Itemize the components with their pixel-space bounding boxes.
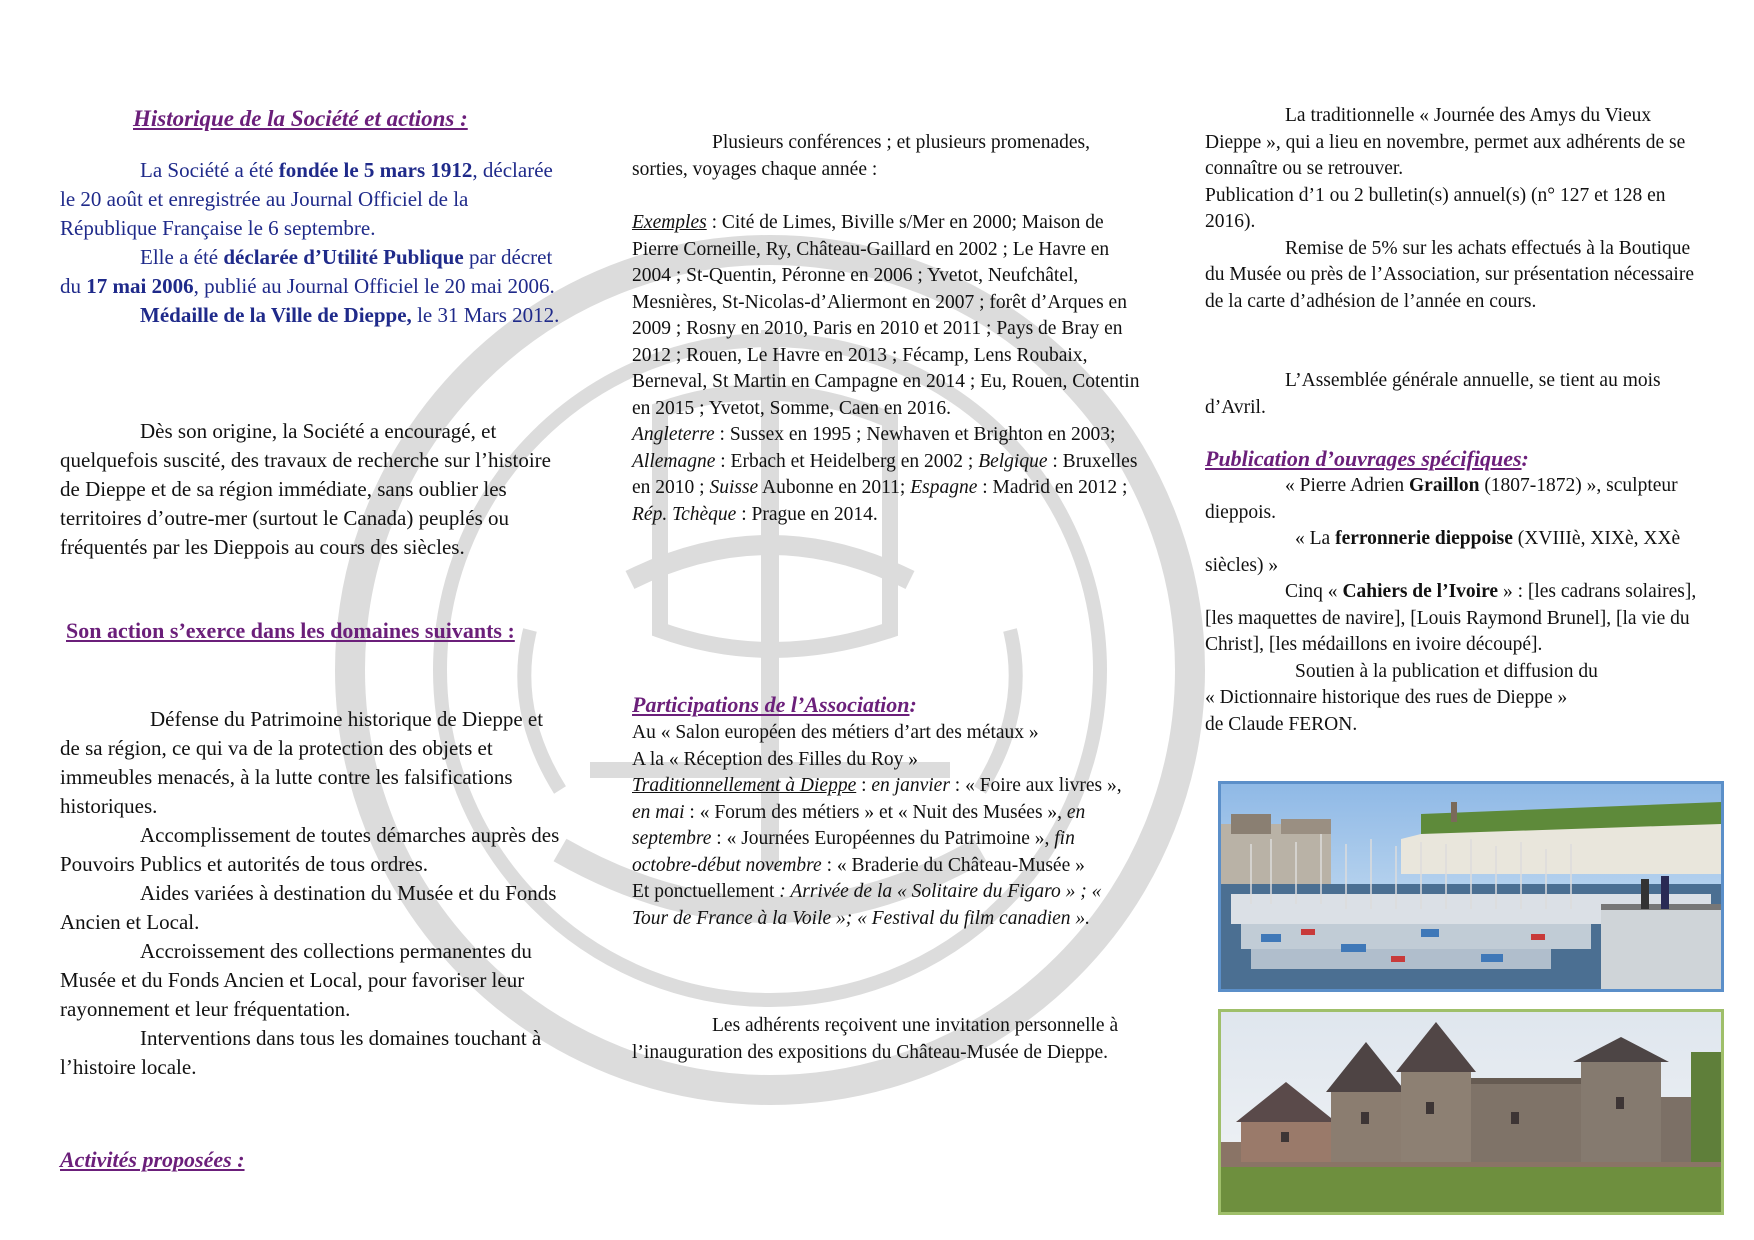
paragraph-soutien: Soutien à la publication et diffusion du <box>1295 660 1598 682</box>
paragraph-ponctuel <box>632 879 1142 932</box>
text-founded-c: , déclarée le 20 août et enregistrée au Journal Officiel de la République Française le 6 septembre. <box>60 158 553 240</box>
text-utility-b: déclarée d’Utilité Publique <box>223 245 464 269</box>
text-utility-a: Elle a été <box>140 245 224 269</box>
heading-activities: Activités proposées : <box>60 1147 245 1172</box>
ponctuel-a: Et ponctuellement <box>632 881 780 902</box>
trad-t3: : « Journées Européennes du Patrimoine », <box>711 828 1055 849</box>
paragraph-adherents: Les adhérents reçoivent une invitation personnelle à l’inauguration des expositions du Château-Musée de Dieppe. <box>632 1015 1119 1063</box>
examples-label: Exemples <box>632 212 707 233</box>
cahiers-b: Cahiers de l’Ivoire <box>1342 581 1499 602</box>
heading-participations-colon: : <box>909 692 917 717</box>
paragraph-assemblee: L’Assemblée générale annuelle, se tient au mois d’Avril. <box>1205 370 1661 418</box>
paragraph-examples <box>632 210 1142 422</box>
suisse-text: Aubonne en 2011; <box>758 477 911 498</box>
examples-section <box>632 210 1142 528</box>
harbour-illustration <box>1221 784 1721 989</box>
graillon-a: « Pierre Adrien <box>1285 475 1410 496</box>
text-medal-b: le 31 Mars 2012. <box>411 303 560 327</box>
cahiers-c: » : [les cadrans solaires], [les maquettes de navire], [Louis Raymond Brunel], [la vie du Christ], [les médaillons en ivoire découpé]. <box>1205 581 1697 655</box>
founding-section <box>60 156 560 330</box>
assembly-section <box>1205 368 1710 421</box>
allemagne-text: : Erbach et Heidelberg en 2002 ; <box>715 450 979 472</box>
paragraph-salon: Au « Salon européen des métiers d’art des métaux » <box>632 722 1039 743</box>
heading-participations <box>632 692 917 719</box>
paragraph-journee: La traditionnelle « Journée des Amys du Vieux Dieppe », qui a lieu en novembre, permet aux adhérents de se connaître ou se retrouver. <box>1205 105 1686 179</box>
conferences-section <box>632 130 1142 183</box>
adherents-section <box>632 1013 1142 1066</box>
paragraph-feron: de Claude FERON. <box>1205 713 1358 735</box>
angleterre-text: : Sussex en 1995 ; Newhaven et Brighton en 2003; <box>714 424 1116 445</box>
heading-domains: Son action s’exerce dans les domaines suivants : <box>66 618 515 643</box>
paragraph-aides: Aides variées à destination du Musée et du Fonds Ancien et Local. <box>60 881 557 934</box>
castle-illustration <box>1221 1012 1721 1212</box>
trad-septembre: en septembre <box>632 801 1086 849</box>
trad-t4: : « Braderie du Château-Musée » <box>821 854 1085 876</box>
trad-c1: : <box>856 775 872 796</box>
examples-text: : Cité de Limes, Biville s/Mer en 2000; Maison de Pierre Corneille, Ry, Château-Gaillard en 2002 ; Le Havre en 2004 ; St-Quentin, Péronne en 2006 ; Yvetot, Neufchâtel, Mesnières, St-Nicolas-d’Aliermont en 2007 ; forêt d’Arques en 2009 ; Rosny en 2010, Paris en 2010 et 2011 ; Pays de Bray en 2012 ; Rouen, Le Havre en 2013 ; Fécamp, Lens Roubaix, Berneval, St Martin en Campagne en 2014 ; Eu, Rouen, Cotentin en 2015 ; Yvetot, Somme, Caen en 2016. <box>632 212 1140 419</box>
country-allemagne: Allemagne <box>632 450 716 472</box>
ferronnerie-c: (XVIIIè, XIXè, XXè siècles) » <box>1205 528 1681 576</box>
paragraph-abroad <box>632 422 1142 528</box>
paragraph-conferences: Plusieurs conférences ; et plusieurs promenades, sorties, voyages chaque année : <box>632 132 1090 180</box>
paragraph-interventions: Interventions dans tous les domaines touchant à l’histoire locale. <box>60 1026 542 1079</box>
heading-publication-colon: : <box>1521 446 1529 471</box>
ferronnerie-a: « La <box>1295 528 1336 549</box>
ponctuel-b: : Arrivée de la « Solitaire du Figaro » ; « Tour de France à la Voile »; « Festival du film canadien ». <box>632 881 1102 929</box>
paragraph-utility <box>60 243 560 301</box>
heading-history: Historique de la Société et actions : <box>133 106 468 131</box>
paragraph-remise: Remise de 5% sur les achats effectués à la Boutique du Musée ou près de l’Association, sur présentation nécessaire de la carte d’adhésion de l’année en cours. <box>1205 237 1694 312</box>
trad-label: Traditionnellement à Dieppe <box>632 775 857 796</box>
paragraph-origin: Dès son origine, la Société a encouragé, et quelquefois suscité, des travaux de recherche sur l’histoire de Dieppe et de sa région immédiate, sans oublier les territoires d’outre-mer (surtout le Canada) peuplés ou fréquentés par les Dieppois au cours des siècles. <box>60 419 551 559</box>
country-belgique: Belgique <box>978 450 1048 472</box>
country-rep-tcheque: Rép. Tchèque <box>632 503 737 525</box>
paragraph-ferronnerie <box>1205 526 1710 579</box>
country-espagne: Espagne <box>910 477 978 498</box>
paragraph-dictionnaire: « Dictionnaire historique des rues de Dieppe » <box>1205 687 1568 708</box>
ferronnerie-b: ferronnerie dieppoise <box>1335 528 1513 549</box>
paragraph-traditional <box>632 773 1142 879</box>
trad-mai: en mai <box>632 801 685 823</box>
text-utility-e: , publié au Journal Officiel le 20 mai 2006. <box>193 274 555 298</box>
castle-photo <box>1218 1009 1724 1215</box>
paragraph-accroissement: Accroissement des collections permanentes du Musée et du Fonds Ancien et Local, pour favoriser leur rayonnement et leur fréquentation. <box>60 939 532 1021</box>
participations-section <box>632 720 1142 932</box>
trad-t1: : « Foire aux livres », <box>949 775 1122 796</box>
heading-participations-text: Participations de l’Association <box>632 692 910 717</box>
text-founded-date: fondée le 5 mars 1912 <box>278 158 473 182</box>
harbour-photo <box>1218 781 1724 992</box>
domains-section <box>60 705 560 1082</box>
paragraph-publication: Publication d’1 ou 2 bulletin(s) annuel(s) (n° 127 et 128 en 2016). <box>1205 184 1666 232</box>
text-utility-c: par décret du <box>60 245 553 298</box>
paragraph-medal <box>60 301 560 330</box>
heading-publication-text: Publication d’ouvrages spécifiques <box>1205 446 1522 471</box>
text-utility-date: 17 mai 2006 <box>86 274 194 298</box>
paragraph-accomplish: Accomplissement de toutes démarches auprès des Pouvoirs Publics et autorités de tous ordres. <box>60 823 560 876</box>
text-founded-a: La Société a été <box>140 158 279 182</box>
espagne-text: : Madrid en 2012 ; <box>977 477 1128 498</box>
membership-section <box>1205 103 1710 315</box>
paragraph-reception: A la « Réception des Filles du Roy » <box>632 748 918 770</box>
publications-section <box>1205 473 1710 738</box>
graillon-b: Graillon <box>1409 475 1480 496</box>
paragraph-graillon <box>1205 473 1710 526</box>
belgique-text: : Bruxelles en 2010 ; <box>632 450 1138 498</box>
heading-publication <box>1205 446 1529 473</box>
graillon-c: (1807-1872) », sculpteur dieppois. <box>1205 475 1678 523</box>
trad-fin: fin octobre-début novembre <box>632 828 1075 876</box>
text-medal-a: Médaille de la Ville de Dieppe, <box>140 303 412 327</box>
paragraph-defense: Défense du Patrimoine historique de Dieppe et de sa région, ce qui va de la protection des objets et immeubles menacés, à la lutte contre les falsifications historiques. <box>60 707 544 818</box>
origin-section <box>60 417 560 562</box>
cahiers-a: Cinq « <box>1285 581 1343 602</box>
paragraph-founded <box>60 156 560 243</box>
trad-t2: : « Forum des métiers » et « Nuit des Musées », <box>684 801 1067 823</box>
country-angleterre: Angleterre <box>632 424 715 445</box>
paragraph-cahiers <box>1205 579 1710 659</box>
rep-text: : Prague en 2014. <box>736 503 878 525</box>
trad-janvier: en janvier <box>871 775 950 796</box>
country-suisse: Suisse <box>709 477 759 498</box>
